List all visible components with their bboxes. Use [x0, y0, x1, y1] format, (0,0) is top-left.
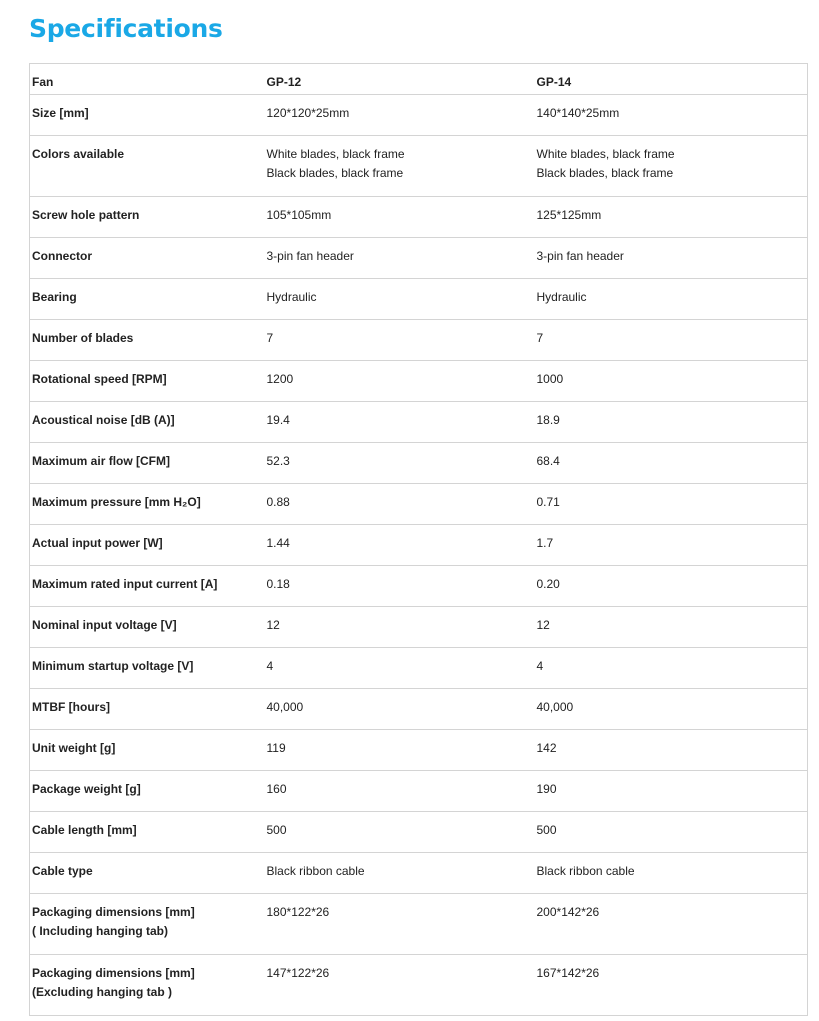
gp12-value-line: Black blades, black frame [266, 166, 404, 180]
spec-label-line: Screw hole pattern [32, 208, 140, 222]
table-header-row [30, 64, 808, 95]
gp14-value [535, 279, 808, 320]
header-gp12: GP-12 [265, 64, 535, 95]
gp12-value [265, 197, 535, 238]
gp14-value [535, 771, 808, 812]
table-row [30, 812, 808, 853]
gp14-value-line: 12 [536, 618, 550, 632]
gp14-value-line: 0.71 [536, 495, 560, 509]
spec-label [30, 238, 265, 279]
table-row [30, 853, 808, 894]
gp12-value-line: 4 [266, 659, 274, 673]
spec-label [30, 955, 265, 1016]
gp14-value [535, 566, 808, 607]
spec-label [30, 279, 265, 320]
gp12-value [265, 95, 535, 136]
gp14-value-line: Black ribbon cable [536, 864, 635, 878]
spec-label-line: Cable length [mm] [32, 823, 137, 837]
spec-label-line: Actual input power [W] [32, 536, 163, 550]
spec-label [30, 894, 265, 955]
gp12-value-line: Black ribbon cable [266, 864, 365, 878]
spec-label-line: Packaging dimensions [mm] [32, 966, 195, 980]
table-row [30, 771, 808, 812]
gp14-value [535, 853, 808, 894]
header-label: Fan [30, 64, 265, 95]
gp12-value-line: 500 [266, 823, 287, 837]
page-title: Specifications [29, 14, 223, 43]
gp12-value-line: 0.88 [266, 495, 290, 509]
gp12-value [265, 771, 535, 812]
gp12-value [265, 566, 535, 607]
table-row [30, 955, 808, 1016]
spec-label [30, 402, 265, 443]
gp12-value [265, 955, 535, 1016]
gp12-value-line: 19.4 [266, 413, 290, 427]
gp14-value-line: 3-pin fan header [536, 249, 624, 263]
gp14-value-line: White blades, black frame [536, 147, 675, 161]
gp14-value-line: 1000 [536, 372, 564, 386]
spec-label [30, 361, 265, 402]
gp12-value-line: 12 [266, 618, 280, 632]
spec-label-line: Rotational speed [RPM] [32, 372, 167, 386]
gp12-value-line: 120*120*25mm [266, 106, 350, 120]
gp14-value [535, 689, 808, 730]
gp14-value [535, 238, 808, 279]
gp14-value [535, 197, 808, 238]
gp14-value [535, 648, 808, 689]
gp12-value [265, 648, 535, 689]
gp12-value-line: Hydraulic [266, 290, 317, 304]
gp12-value-line: 1200 [266, 372, 294, 386]
gp14-value [535, 443, 808, 484]
gp14-value [535, 525, 808, 566]
gp14-value-line: 7 [536, 331, 544, 345]
table-row [30, 279, 808, 320]
spec-label [30, 484, 265, 525]
gp12-value [265, 689, 535, 730]
spec-label [30, 197, 265, 238]
gp12-value [265, 484, 535, 525]
gp12-value-line: 105*105mm [266, 208, 332, 222]
gp12-value [265, 136, 535, 197]
spec-label-line: Maximum rated input current [A] [32, 577, 218, 591]
gp14-value-line: 4 [536, 659, 544, 673]
gp14-value [535, 812, 808, 853]
spec-label [30, 689, 265, 730]
table-row [30, 95, 808, 136]
gp14-value [535, 361, 808, 402]
gp14-value-line: 40,000 [536, 700, 574, 714]
gp14-value-line: 68.4 [536, 454, 560, 468]
spec-label-line: Package weight [g] [32, 782, 141, 796]
spec-label-line: MTBF [hours] [32, 700, 110, 714]
spec-label [30, 730, 265, 771]
gp12-value [265, 853, 535, 894]
spec-label-line: Nominal input voltage [V] [32, 618, 177, 632]
gp14-value-line: 200*142*26 [536, 905, 600, 919]
spec-label [30, 648, 265, 689]
gp12-value-line: 40,000 [266, 700, 304, 714]
gp12-value-line: 119 [266, 741, 286, 755]
gp12-value [265, 443, 535, 484]
spec-label-line: Minimum startup voltage [V] [32, 659, 194, 673]
gp14-value-line: 0.20 [536, 577, 560, 591]
spec-label-line: Connector [32, 249, 92, 263]
spec-label [30, 853, 265, 894]
table-row [30, 525, 808, 566]
gp14-value-line: Black blades, black frame [536, 166, 674, 180]
table-row [30, 730, 808, 771]
spec-label-line: ( Including hanging tab) [32, 924, 168, 938]
table-row [30, 197, 808, 238]
table-row [30, 894, 808, 955]
gp14-value-line: 18.9 [536, 413, 560, 427]
gp14-value-line: 142 [536, 741, 557, 755]
spec-label [30, 95, 265, 136]
gp12-value-line: 52.3 [266, 454, 290, 468]
specifications-table [29, 63, 808, 1016]
spec-label [30, 812, 265, 853]
gp12-value [265, 320, 535, 361]
gp14-value [535, 955, 808, 1016]
spec-label-line: Cable type [32, 864, 93, 878]
gp12-value [265, 279, 535, 320]
header-gp14: GP-14 [535, 64, 808, 95]
gp12-value-line: 160 [266, 782, 287, 796]
gp12-value [265, 894, 535, 955]
gp14-value-line: 500 [536, 823, 557, 837]
spec-label [30, 771, 265, 812]
table-row [30, 443, 808, 484]
gp14-value-line: 140*140*25mm [536, 106, 620, 120]
spec-label-line: Size [mm] [32, 106, 89, 120]
table-row [30, 484, 808, 525]
gp14-value-line: 167*142*26 [536, 966, 600, 980]
gp12-value [265, 730, 535, 771]
table-row [30, 607, 808, 648]
table-row [30, 402, 808, 443]
gp14-value-line: 125*125mm [536, 208, 602, 222]
table-row [30, 689, 808, 730]
gp12-value [265, 812, 535, 853]
gp12-value-line: 1.44 [266, 536, 290, 550]
gp12-value [265, 238, 535, 279]
table-row [30, 566, 808, 607]
spec-label-line: Acoustical noise [dB (A)] [32, 413, 175, 427]
gp12-value-line: 7 [266, 331, 274, 345]
gp14-value-line: 190 [536, 782, 557, 796]
spec-label-line: Unit weight [g] [32, 741, 116, 755]
spec-label-line: Maximum pressure [mm H₂O] [32, 495, 201, 509]
gp12-value-line: White blades, black frame [266, 147, 405, 161]
gp12-value-line: 3-pin fan header [266, 249, 354, 263]
spec-label-line: Colors available [32, 147, 125, 161]
gp12-value-line: 0.18 [266, 577, 290, 591]
gp12-value-line: 147*122*26 [266, 966, 330, 980]
table-row [30, 320, 808, 361]
gp14-value [535, 320, 808, 361]
gp14-value [535, 894, 808, 955]
spec-label-line: Maximum air flow [CFM] [32, 454, 171, 468]
spec-label-line: Packaging dimensions [mm] [32, 905, 195, 919]
spec-label [30, 566, 265, 607]
spec-label [30, 443, 265, 484]
spec-label-line: Number of blades [32, 331, 134, 345]
gp14-value [535, 402, 808, 443]
gp12-value [265, 607, 535, 648]
gp12-value [265, 525, 535, 566]
spec-label-line: Bearing [32, 290, 77, 304]
spec-label [30, 136, 265, 197]
spec-label [30, 525, 265, 566]
gp12-value [265, 361, 535, 402]
gp14-value [535, 95, 808, 136]
table-row [30, 136, 808, 197]
gp14-value [535, 136, 808, 197]
spec-label [30, 607, 265, 648]
table-row [30, 238, 808, 279]
gp14-value [535, 730, 808, 771]
table-row [30, 361, 808, 402]
gp14-value-line: Hydraulic [536, 290, 587, 304]
gp12-value [265, 402, 535, 443]
spec-label-line: (Excluding hanging tab ) [32, 985, 172, 999]
spec-label [30, 320, 265, 361]
gp12-value-line: 180*122*26 [266, 905, 330, 919]
table-row [30, 648, 808, 689]
gp14-value-line: 1.7 [536, 536, 554, 550]
gp14-value [535, 484, 808, 525]
gp14-value [535, 607, 808, 648]
